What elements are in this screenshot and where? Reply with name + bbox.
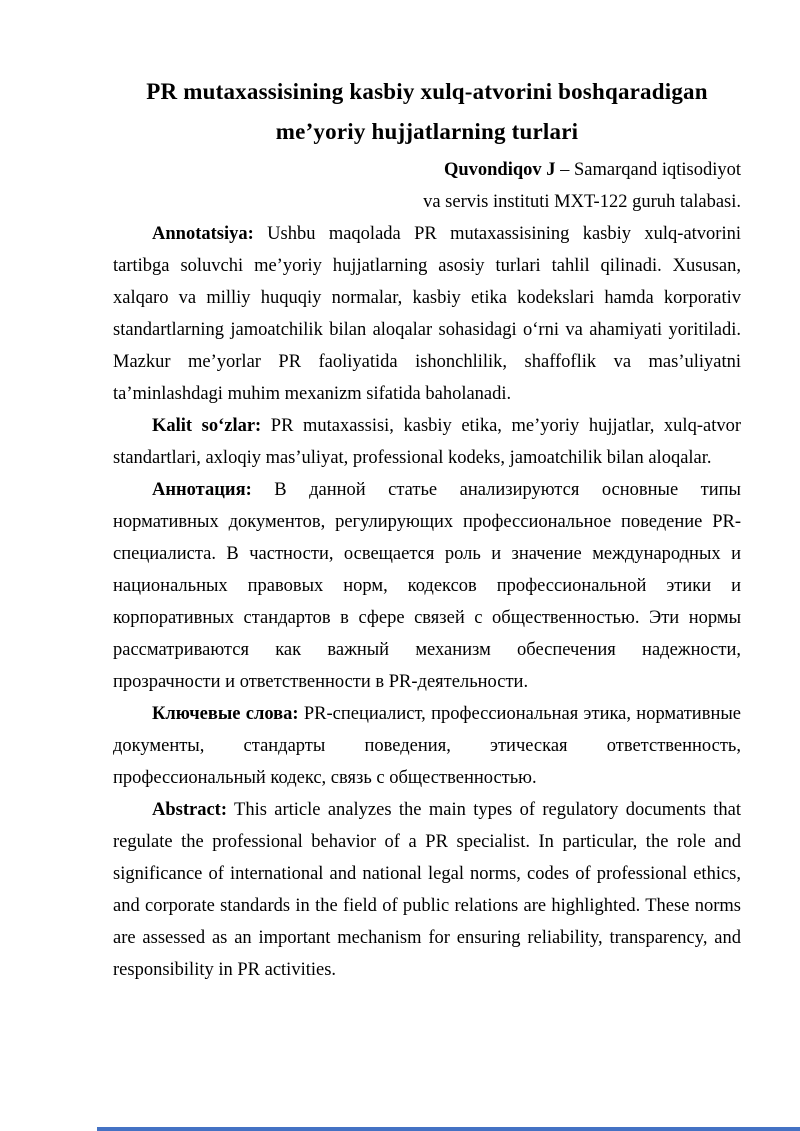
annotaciya-ru-label: Аннотация:: [152, 480, 252, 500]
klyuchevye-slova-text: PR-специалист, профессиональная этика, нормативные документы, стандарты поведения, этическая ответственность, профессиональный кодекс, связь с общественностью.: [113, 704, 741, 788]
author-block: [113, 154, 741, 218]
author-affiliation-end: va servis instituti MXT-122 guruh talabasi.: [423, 192, 741, 212]
author-affiliation-start: – Samarqand iqtisodiyot: [555, 160, 741, 180]
annotatsiya-text: Ushbu maqolada PR mutaxassisining kasbiy xulq-atvorini tartibga soluvchi me’yoriy hujjatlarning asosiy turlari tahlil qilinadi. Xususan, xalqaro va milliy huquqiy normalar, kasbiy etika kodekslari hamda korporativ standartlarning jamoatchilik bilan aloqalar sohasidagi oʻrni va ahamiyati yoritiladi. Mazkur me’yorlar PR faoliyatida ishonchlilik, shaffoflik va mas’uliyatni ta’minlashdagi muhim mexanizm sifatida baholanadi.: [113, 224, 741, 404]
author-line-2: [113, 186, 741, 218]
abstract-label: Abstract:: [152, 800, 228, 820]
title-line-2: me’yoriy hujjatlarning turlari: [275, 119, 579, 144]
kalit-sozlar-text: PR mutaxassisi, kasbiy etika, me’yoriy hujjatlar, xulq-atvor standartlari, axloqiy mas’uliyat, professional kodeks, jamoatchilik bilan aloqalar.: [113, 416, 741, 468]
footer-accent-bar: [97, 1127, 800, 1131]
paragraph-annotaciya-ru: [113, 474, 741, 698]
author-line-1: [113, 154, 741, 186]
page-title: [113, 72, 741, 152]
author-name: Quvondiqov J: [443, 160, 556, 180]
paragraph-klyuchevye-slova: [113, 698, 741, 794]
annotatsiya-label: Annotatsiya:: [152, 224, 254, 244]
paragraph-abstract: [113, 794, 741, 986]
paragraph-annotatsiya: [113, 218, 741, 410]
kalit-sozlar-label: Kalit soʻzlar:: [152, 416, 262, 436]
paragraph-kalit-sozlar: [113, 410, 741, 474]
abstract-text: This article analyzes the main types of regulatory documents that regulate the professional behavior of a PR specialist. In particular, the role and significance of international and national legal norms, codes of professional ethics, and corporate standards in the field of public relations are highlighted. These norms are assessed as an important mechanism for ensuring reliability, transparency, and responsibility in PR activities.: [113, 800, 741, 980]
klyuchevye-slova-label: Ключевые слова:: [152, 704, 299, 724]
annotaciya-ru-text: В данной статье анализируются основные типы нормативных документов, регулирующих профессиональное поведение PR-специалиста. В частности, освещается роль и значение международных и национальных правовых норм, кодексов профессиональной этики и корпоративных стандартов в сфере связей с общественностью. Эти нормы рассматриваются как важный механизм обеспечения надежности, прозрачности и ответственности в PR-деятельности.: [113, 480, 741, 692]
title-line-1: PR mutaxassisining kasbiy xulq-atvorini boshqaradigan: [146, 79, 708, 104]
